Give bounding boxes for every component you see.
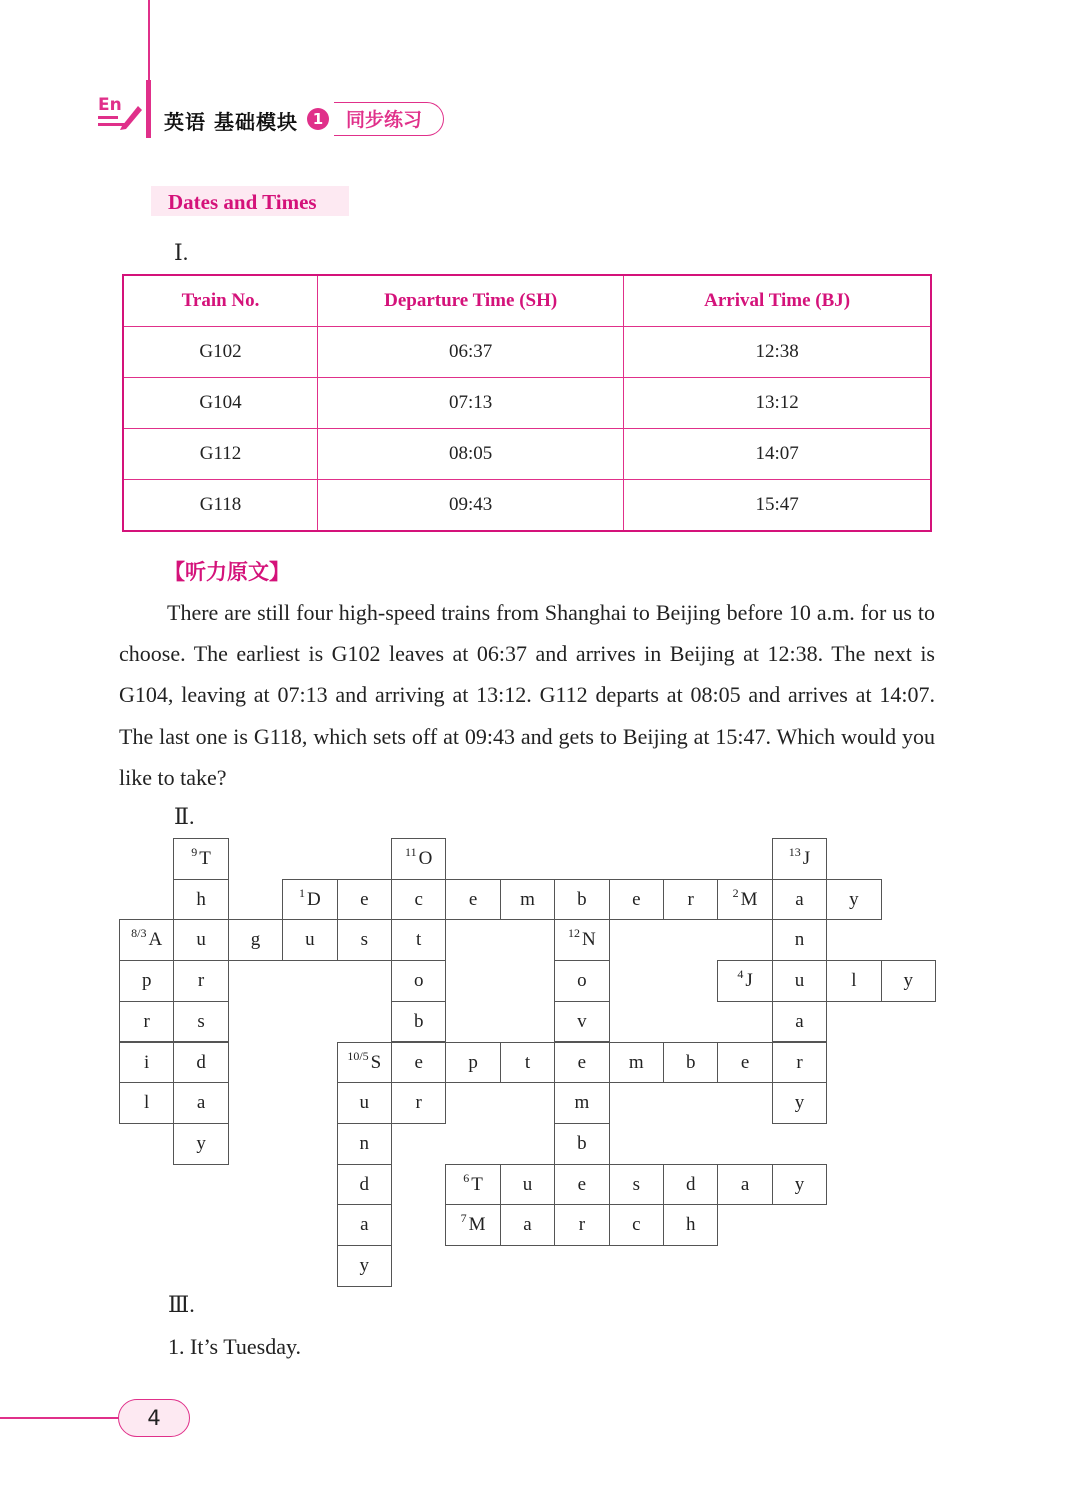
crossword-cell <box>772 1082 827 1124</box>
crossword-cell <box>173 1042 228 1084</box>
crossword-letter: m <box>628 1051 644 1073</box>
crossword-letter: e <box>414 1051 423 1073</box>
crossword-letter: y <box>794 1173 805 1195</box>
table-row <box>123 429 931 480</box>
crossword-cell <box>337 1123 392 1165</box>
part1-label: Ⅰ. <box>174 240 189 265</box>
clue-number: 12 <box>568 926 581 941</box>
clue-number: 11 <box>405 845 417 859</box>
crossword-cell <box>609 1204 664 1246</box>
crossword-letter: T <box>199 848 211 869</box>
crossword-cell <box>772 879 827 921</box>
crossword-letter: a <box>523 1214 532 1236</box>
answer-1: 1. It’s Tuesday. <box>168 1334 302 1359</box>
crossword-cell <box>663 1164 718 1206</box>
crossword-letter: d <box>685 1173 696 1195</box>
crossword-letter: l <box>144 1092 150 1114</box>
crossword-letter: h <box>196 888 206 910</box>
crossword-letter: a <box>740 1173 750 1195</box>
crossword-letter: M <box>468 1214 486 1236</box>
practice-pill: 同步练习 <box>334 102 444 136</box>
crossword-cell <box>337 919 392 961</box>
crossword-cell <box>391 838 446 880</box>
crossword-cell <box>554 1123 609 1165</box>
crossword-cell <box>554 1164 609 1206</box>
crossword-letter: h <box>685 1214 696 1236</box>
header-rule-line <box>148 0 150 84</box>
crossword-cell <box>554 1042 609 1084</box>
crossword-letter: e <box>577 1051 587 1073</box>
crossword-letter: T <box>471 1173 483 1195</box>
arrival-time: 12:38 <box>624 327 931 378</box>
crossword-cell <box>445 1042 500 1084</box>
crossword-letter: u <box>522 1173 533 1195</box>
crossword-letter: A <box>148 929 163 951</box>
crossword-cell <box>554 879 609 921</box>
crossword-cell <box>554 1204 609 1246</box>
crossword-letter: n <box>794 929 805 951</box>
crossword-letter: a <box>360 1214 369 1236</box>
crossword-cell <box>337 1245 392 1287</box>
crossword-cell <box>500 1042 555 1084</box>
train-number: G104 <box>123 378 318 429</box>
crossword-letter: r <box>687 888 694 910</box>
crossword-cell <box>717 1164 772 1206</box>
clue-number: 13 <box>788 845 801 859</box>
crossword-cell <box>337 1164 392 1206</box>
train-number: G118 <box>123 480 318 532</box>
crossword-cell <box>663 1204 718 1246</box>
crossword-letter: r <box>197 970 205 992</box>
crossword-cell <box>391 1042 446 1084</box>
crossword-cell <box>445 879 500 921</box>
crossword-letter: s <box>197 1010 205 1032</box>
crossword-letter: e <box>360 888 369 910</box>
crossword-letter: b <box>685 1051 696 1073</box>
crossword-letter: e <box>632 888 641 910</box>
crossword-cell <box>772 1001 827 1043</box>
crossword-cell <box>282 919 337 961</box>
crossword-letter: y <box>794 1092 805 1114</box>
table-row <box>123 480 931 532</box>
crossword-cell <box>337 879 392 921</box>
crossword-cell <box>445 1164 500 1206</box>
crossword-letter: u <box>305 929 315 951</box>
crossword-letter: e <box>740 1051 750 1073</box>
column-header: Arrival Time (BJ) <box>624 275 931 327</box>
header-title: 英语 基础模块 <box>164 110 298 134</box>
clue-number: 4 <box>737 967 744 982</box>
part2-label: Ⅱ. <box>174 804 195 829</box>
section-title: Dates and Times <box>151 186 349 216</box>
crossword-letter: r <box>415 1092 422 1114</box>
crossword-letter: m <box>574 1092 590 1114</box>
crossword-letter: i <box>144 1051 150 1073</box>
crossword-letter: J <box>745 970 753 992</box>
crossword-letter: N <box>582 929 596 951</box>
crossword-cell <box>173 879 228 921</box>
part3-label: Ⅲ. <box>168 1292 195 1317</box>
crossword-letter: b <box>413 1010 424 1032</box>
crossword-cell <box>337 1042 392 1084</box>
crossword-cell <box>554 960 609 1002</box>
crossword-cell <box>173 1082 228 1124</box>
crossword-letter: b <box>577 1132 587 1154</box>
crossword-cell <box>173 1001 228 1043</box>
crossword-letter: c <box>414 888 423 910</box>
crossword-cell <box>119 1082 174 1124</box>
crossword-letter: u <box>359 1092 370 1114</box>
crossword-letter: o <box>413 970 424 992</box>
departure-time: 09:43 <box>318 480 624 532</box>
header-rule-bar <box>146 80 151 138</box>
crossword-letter: n <box>359 1132 370 1154</box>
crossword-letter: t <box>416 929 422 951</box>
crossword-cell <box>554 1082 609 1124</box>
crossword-cell <box>173 838 228 880</box>
crossword-cell <box>772 919 827 961</box>
clue-number: 2 <box>732 885 739 900</box>
crossword-cell <box>772 838 827 880</box>
crossword-cell <box>391 919 446 961</box>
crossword-cell <box>500 879 555 921</box>
crossword-cell <box>173 1123 228 1165</box>
arrival-time: 15:47 <box>624 480 931 532</box>
crossword-cell <box>717 879 772 921</box>
crossword-cell <box>881 960 936 1002</box>
crossword-cell <box>826 879 881 921</box>
table-header-row <box>123 275 931 327</box>
crossword-letter: l <box>851 970 857 992</box>
crossword-cell <box>119 919 174 961</box>
crossword-letter: m <box>520 888 535 910</box>
departure-time: 06:37 <box>318 327 624 378</box>
crossword-letter: J <box>802 848 811 869</box>
crossword-cell <box>663 879 718 921</box>
crossword-cell <box>445 1204 500 1246</box>
crossword-cell <box>772 1042 827 1084</box>
crossword-letter: e <box>468 888 478 910</box>
departure-time: 08:05 <box>318 429 624 480</box>
clue-number: 6 <box>463 1170 470 1185</box>
clue-number: 10/5 <box>347 1048 369 1063</box>
crossword-letter: s <box>632 1173 640 1195</box>
crossword-letter: S <box>370 1051 382 1073</box>
page-number: 4 <box>118 1399 190 1437</box>
crossword-letter: a <box>795 888 804 910</box>
pen-logo-icon <box>98 92 142 132</box>
crossword-letter: u <box>794 970 805 992</box>
crossword-letter: a <box>795 1010 804 1032</box>
logo-text: En <box>98 95 122 115</box>
crossword-cell <box>826 960 881 1002</box>
crossword-cell <box>391 1082 446 1124</box>
arrival-time: 13:12 <box>624 378 931 429</box>
crossword-letter: a <box>196 1092 206 1114</box>
crossword-letter: D <box>307 888 321 910</box>
crossword-letter: p <box>141 970 152 992</box>
crossword-letter: b <box>577 888 587 910</box>
crossword-letter: O <box>418 848 433 869</box>
crossword-cell <box>554 919 609 961</box>
crossword-cell <box>391 1001 446 1043</box>
crossword-letter: d <box>196 1051 206 1073</box>
crossword-letter: s <box>360 929 368 951</box>
column-header: Train No. <box>123 275 318 327</box>
crossword-cell <box>337 1082 392 1124</box>
crossword-letter: p <box>468 1051 478 1073</box>
table-row <box>123 327 931 378</box>
crossword-letter: g <box>250 929 261 951</box>
crossword-letter: v <box>577 1010 587 1032</box>
module-number-badge: 1 <box>307 108 329 130</box>
crossword-cell <box>772 960 827 1002</box>
crossword-cell <box>119 1042 174 1084</box>
crossword-cell <box>500 1164 555 1206</box>
crossword-cell <box>609 879 664 921</box>
listening-transcript: There are still four high-speed trains from Shanghai to Beijing before 10 a.m. for us to choose. The earliest is G102 leaves at 06:37 and arrives in Beijing at 12:38. The next is G104, leaving at 07:13 and arriving at 13:12. G112 departs at 08:05 and arrives at 14:07. The last one is G118, which sets off at 09:43 and gets to Beijing at 15:47. Which would you like to take? <box>119 600 935 790</box>
crossword-cell <box>609 1042 664 1084</box>
arrival-time: 14:07 <box>624 429 931 480</box>
column-header: Departure Time (SH) <box>318 275 624 327</box>
crossword-cell <box>772 1164 827 1206</box>
crossword-letter: y <box>903 970 914 992</box>
crossword-letter: d <box>359 1173 370 1195</box>
crossword-letter: u <box>196 929 206 951</box>
train-timetable <box>122 274 932 532</box>
crossword-letter: M <box>740 888 758 910</box>
train-number: G102 <box>123 327 318 378</box>
crossword-cell <box>717 960 772 1002</box>
crossword-letter: r <box>578 1214 586 1236</box>
crossword-letter: r <box>796 1051 803 1073</box>
crossword-letter: o <box>577 970 587 992</box>
crossword-cell <box>554 1001 609 1043</box>
crossword-cell <box>119 1001 174 1043</box>
listening-heading: 【听力原文】 <box>164 560 290 584</box>
crossword-cell <box>173 960 228 1002</box>
departure-time: 07:13 <box>318 378 624 429</box>
crossword-cell <box>663 1042 718 1084</box>
clue-number: 7 <box>460 1211 467 1226</box>
crossword-cell <box>391 960 446 1002</box>
crossword-cell <box>119 960 174 1002</box>
crossword-letter: c <box>632 1214 641 1236</box>
crossword-cell <box>337 1204 392 1246</box>
crossword-cell <box>500 1204 555 1246</box>
train-number: G112 <box>123 429 318 480</box>
clue-number: 9 <box>191 845 198 859</box>
crossword-letter: y <box>849 888 859 910</box>
crossword-letter: e <box>577 1173 587 1195</box>
crossword-cell <box>173 919 228 961</box>
clue-number: 1 <box>299 885 306 900</box>
crossword-letter: y <box>196 1132 206 1154</box>
crossword-cell <box>282 879 337 921</box>
crossword-cell <box>228 919 283 961</box>
crossword-letter: y <box>359 1255 370 1276</box>
crossword-letter: t <box>524 1051 531 1073</box>
crossword-cell <box>391 879 446 921</box>
crossword-cell <box>609 1164 664 1206</box>
crossword-cell <box>717 1042 772 1084</box>
crossword-letter: r <box>143 1010 150 1032</box>
table-row <box>123 378 931 429</box>
clue-number: 8/3 <box>131 926 147 941</box>
footer-rule <box>0 1417 120 1419</box>
